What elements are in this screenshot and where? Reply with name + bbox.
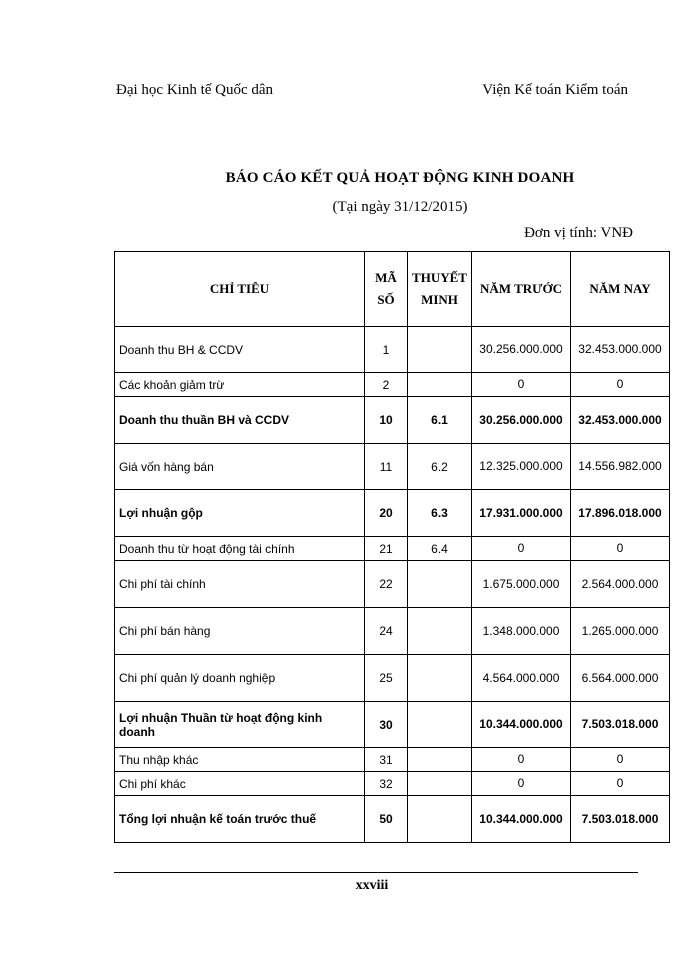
row-item-code: 11: [365, 444, 408, 490]
row-item-code: 31: [365, 748, 408, 772]
col-header-prev-year: NĂM TRƯỚC: [472, 252, 571, 327]
table-row: [115, 796, 670, 843]
header-institute: Viện Kế toán Kiểm toán: [482, 82, 628, 98]
row-item-prev-year: 1.675.000.000: [472, 561, 571, 608]
currency-unit: Đơn vị tính: VNĐ: [524, 225, 633, 241]
row-item-note: [408, 748, 472, 772]
row-item-name: Chi phí tài chính: [115, 561, 365, 608]
row-item-name: Tổng lợi nhuận kế toán trước thuế: [115, 796, 365, 843]
row-item-prev-year: 4.564.000.000: [472, 655, 571, 702]
row-item-name: Giá vốn hàng bán: [115, 444, 365, 490]
row-item-code: 50: [365, 796, 408, 843]
row-item-code: 24: [365, 608, 408, 655]
row-item-name: Doanh thu từ hoạt động tài chính: [115, 537, 365, 561]
row-item-code: 1: [365, 327, 408, 373]
row-item-curr-year: 1.265.000.000: [571, 608, 670, 655]
row-item-note: 6.1: [408, 397, 472, 444]
table-body: [115, 327, 670, 843]
row-item-note: [408, 373, 472, 397]
col-header-note: [408, 252, 472, 327]
table-row: [115, 561, 670, 608]
table-row: [115, 608, 670, 655]
table-header-row: [115, 252, 670, 327]
row-item-prev-year: 30.256.000.000: [472, 397, 571, 444]
row-item-curr-year: 7.503.018.000: [571, 796, 670, 843]
row-item-prev-year: 30.256.000.000: [472, 327, 571, 373]
row-item-curr-year: 17.896.018.000: [571, 490, 670, 537]
row-item-prev-year: 10.344.000.000: [472, 796, 571, 843]
row-item-code: 30: [365, 702, 408, 748]
row-item-prev-year: 17.931.000.000: [472, 490, 571, 537]
row-item-note: [408, 772, 472, 796]
row-item-note: 6.3: [408, 490, 472, 537]
row-item-curr-year: 0: [571, 373, 670, 397]
row-item-name: Chi phí bán hàng: [115, 608, 365, 655]
row-item-prev-year: 12.325.000.000: [472, 444, 571, 490]
table-row: [115, 537, 670, 561]
row-item-note: [408, 655, 472, 702]
col-header-note-text: THUYẾT MINH: [412, 270, 467, 307]
row-item-code: 25: [365, 655, 408, 702]
row-item-note: [408, 702, 472, 748]
page-number: xxviii: [355, 878, 389, 893]
table-row: [115, 748, 670, 772]
col-header-code-text: MÃ SỐ: [375, 270, 397, 307]
row-item-name: Chi phí quản lý doanh nghiệp: [115, 655, 365, 702]
row-item-name: Lợi nhuận Thuần từ hoạt động kinh doanh: [115, 702, 365, 748]
row-item-note: [408, 561, 472, 608]
row-item-curr-year: 2.564.000.000: [571, 561, 670, 608]
header-university: Đại học Kinh tế Quốc dân: [116, 82, 274, 98]
col-header-code: [365, 252, 408, 327]
row-item-curr-year: 6.564.000.000: [571, 655, 670, 702]
row-item-curr-year: 0: [571, 772, 670, 796]
row-item-prev-year: 0: [472, 537, 571, 561]
table-row: [115, 702, 670, 748]
row-item-name: Lợi nhuận gộp: [115, 490, 365, 537]
report-subtitle: (Tại ngày 31/12/2015): [332, 199, 468, 215]
row-item-code: 21: [365, 537, 408, 561]
row-item-name: Doanh thu thuần BH và CCDV: [115, 397, 365, 444]
row-item-note: 6.2: [408, 444, 472, 490]
income-statement-table: [114, 251, 670, 843]
row-item-curr-year: 0: [571, 537, 670, 561]
row-item-curr-year: 7.503.018.000: [571, 702, 670, 748]
table-row: [115, 655, 670, 702]
row-item-name: Thu nhập khác: [115, 748, 365, 772]
row-item-name: Các khoản giảm trừ: [115, 373, 365, 397]
row-item-code: 10: [365, 397, 408, 444]
row-item-prev-year: 0: [472, 748, 571, 772]
table-row: [115, 490, 670, 537]
row-item-prev-year: 0: [472, 373, 571, 397]
row-item-name: Chi phí khác: [115, 772, 365, 796]
col-header-name: CHỈ TIÊU: [115, 252, 365, 327]
row-item-prev-year: 0: [472, 772, 571, 796]
table-row: [115, 444, 670, 490]
row-item-curr-year: 14.556.982.000: [571, 444, 670, 490]
row-item-note: 6.4: [408, 537, 472, 561]
row-item-code: 2: [365, 373, 408, 397]
row-item-prev-year: 1.348.000.000: [472, 608, 571, 655]
row-item-curr-year: 0: [571, 748, 670, 772]
row-item-code: 22: [365, 561, 408, 608]
row-item-code: 32: [365, 772, 408, 796]
row-item-name: Doanh thu BH & CCDV: [115, 327, 365, 373]
row-item-note: [408, 608, 472, 655]
table-row: [115, 397, 670, 444]
row-item-curr-year: 32.453.000.000: [571, 397, 670, 444]
col-header-curr-year: NĂM NAY: [571, 252, 670, 327]
row-item-note: [408, 796, 472, 843]
table-row: [115, 327, 670, 373]
table-row: [115, 772, 670, 796]
report-title: BÁO CÁO KẾT QUẢ HOẠT ĐỘNG KINH DOANH: [225, 170, 575, 186]
footer-divider: [114, 872, 638, 873]
row-item-code: 20: [365, 490, 408, 537]
row-item-note: [408, 327, 472, 373]
row-item-curr-year: 32.453.000.000: [571, 327, 670, 373]
table-row: [115, 373, 670, 397]
row-item-prev-year: 10.344.000.000: [472, 702, 571, 748]
